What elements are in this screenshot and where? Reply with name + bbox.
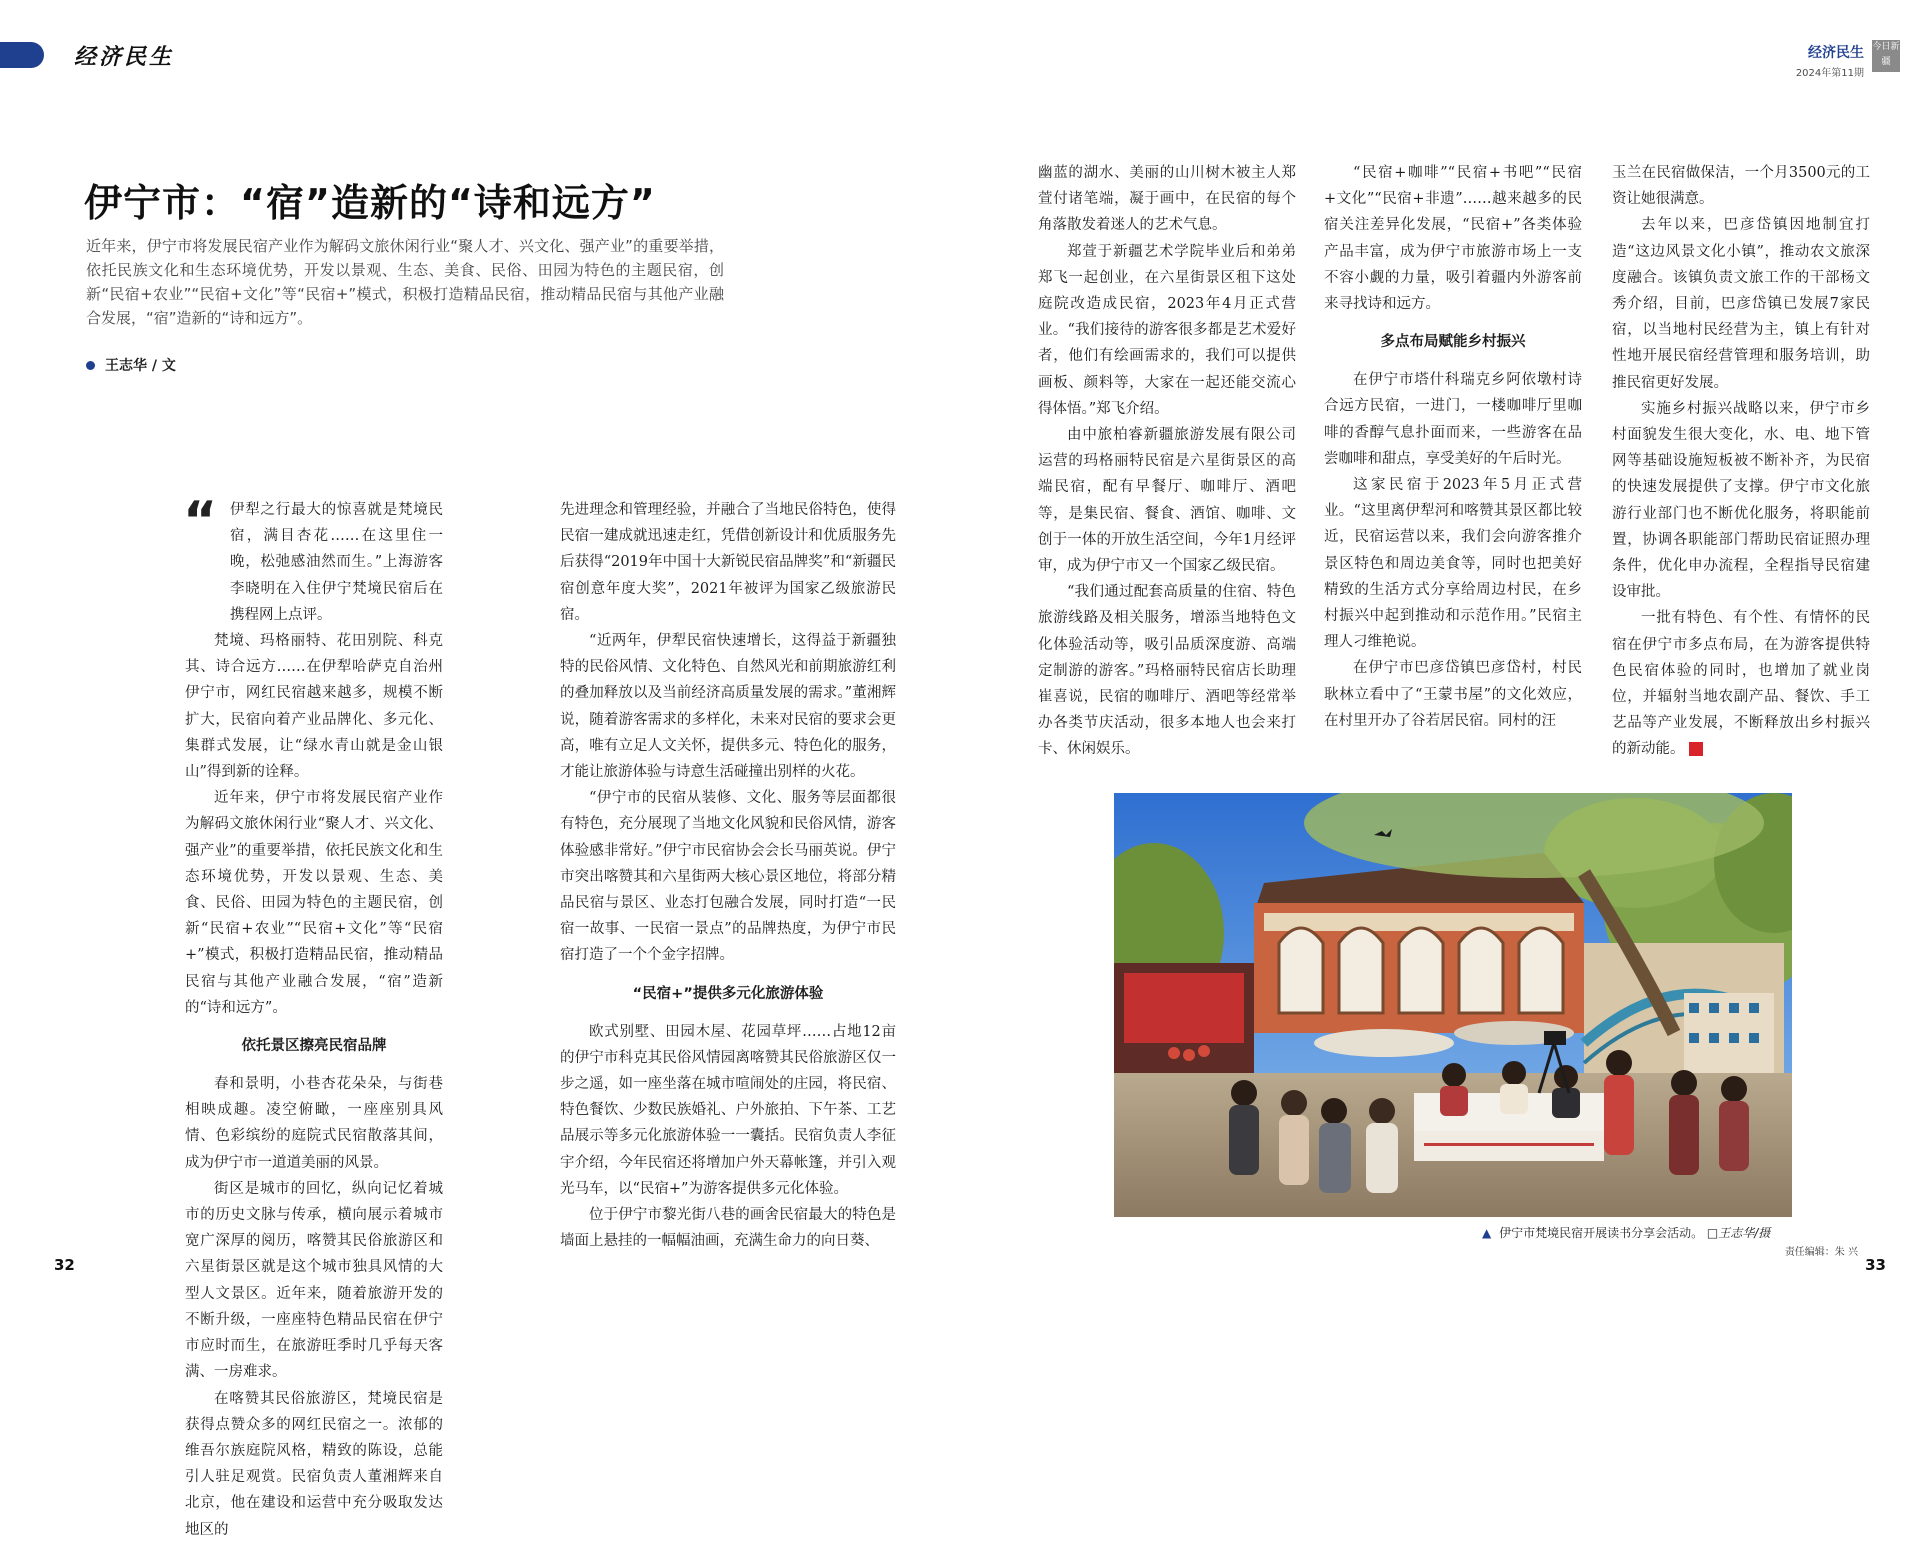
article-photo <box>1114 793 1792 1217</box>
paragraph <box>1612 605 1870 762</box>
magazine-name: 经济民生 <box>1808 45 1864 61</box>
article-lead: 近年来，伊宁市将发展民宿产业作为解码文旅休闲行业“聚人才、兴文化、强产业”的重要举措，依托民族文化和生态环境优势，开发以景观、生态、美食、民俗、田园为特色的主题民宿，创新“民宿+农业”“民宿+文化”等“民宿+”模式，积极打造精品民宿，推动精品民宿与其他产业融合发展，“宿”造新的“诗和远方”。 <box>86 237 724 327</box>
caption-text: 伊宁市梵境民宿开展读书分享会活动。 <box>1499 1226 1704 1240</box>
paragraph: 郑萱于新疆艺术学院毕业后和弟弟郑飞一起创业，在六星街景区租下这处庭院改造成民宿，2023年4月正式营业。“我们接待的游客很多都是艺术爱好者，他们有绘画需求的，我们可以提供画板、颜料等，大家在一起还能交流心得体悟。”郑飞介绍。 <box>1038 243 1296 417</box>
paragraph: 春和景明，小巷杏花朵朵，与街巷相映成趣。凌空俯瞰，一座座别具风情、色彩缤纷的庭院式民宿散落其间，成为伊宁市一道道美丽的风景。 <box>185 1076 443 1171</box>
paragraph: 去年以来，巴彦岱镇因地制宜打造“这边风景文化小镇”，推动农文旅深度融合。该镇负责文旅工作的干部杨文秀介绍，目前，巴彦岱镇已发展7家民宿，以当地村民经营为主，镇上有针对性地开展民宿经营管理和服务培训，助推民宿更好发展。 <box>1612 217 1870 391</box>
paragraph-text: 一批有特色、有个性、有情怀的民宿在伊宁市多点布局，在为游客提供特色民宿体验的同时，也增加了就业岗位，并辐射当地农副产品、餐饮、手工艺品等产业发展，不断释放出乡村振兴的新动能。 <box>1612 610 1870 758</box>
paragraph: 在喀赞其民俗旅游区，梵境民宿是获得点赞众多的网红民宿之一。浓郁的维吾尔族庭院风格，精致的陈设，总能引人驻足观赏。民宿负责人董湘辉来自北京，他在建设和运营中充分吸取发达地区的 <box>185 1390 443 1538</box>
article-headline: 伊宁市：“宿”造新的“诗和远方” <box>84 181 656 225</box>
issue-number: 2024年第11期 <box>1795 68 1864 79</box>
paragraph: “我们通过配套高质量的住宿、特色旅游线路及相关服务，增添当地特色文化体验活动等，吸引品质深度游、高端定制游的游客。”玛格丽特民宿店长助理崔喜说，民宿的咖啡厅、酒吧等经常举办各类节庆活动，很多本地人也会来打卡、休闲娱乐。 <box>1038 584 1296 758</box>
paragraph: 由中旅柏睿新疆旅游发展有限公司运营的玛格丽特民宿是六星街景区的高端民宿，配有早餐厅、咖啡厅、酒吧等，是集民宿、餐食、酒馆、咖啡、文创于一体的开放生活空间，今年1月经评审，成为伊宁市又一个国家乙级民宿。 <box>1038 427 1296 575</box>
paragraph: 玉兰在民宿做保洁，一个月3500元的工资让她很满意。 <box>1612 165 1870 208</box>
pull-quote: 伊犁之行最大的惊喜就是梵境民宿，满目杏花……在这里住一晚，松弛感油然而生。”上海游客李晓明在入住伊宁梵境民宿后在携程网上点评。 <box>230 502 443 623</box>
byline-dot-icon <box>86 361 95 370</box>
paragraph: 在伊宁市塔什科瑞克乡阿依墩村诗合远方民宿，一进门，一楼咖啡厅里咖啡的香醇气息扑面而来，一些游客在品尝咖啡和甜点，享受美好的午后时光。 <box>1324 372 1582 467</box>
caption-triangle-icon: ▲ <box>1482 1226 1492 1240</box>
paragraph: 近年来，伊宁市将发展民宿产业作为解码文旅休闲行业“聚人才、兴文化、强产业”的重要举措，依托民族文化和生态环境优势，开发以景观、生态、美食、民俗、田园为特色的主题民宿，创新“民宿+农业”“民宿+文化”等“民宿+”模式，积极打造精品民宿，推动精品民宿与其他产业融合发展，“宿”造新的“诗和远方”。 <box>185 790 443 1016</box>
paragraph: 先进理念和管理经验，并融合了当地民俗特色，使得民宿一建成就迅速走红，凭借创新设计和优质服务先后获得“2019年中国十大新锐民宿品牌奖”和“新疆民宿创意年度大奖”，2021年被评为国家乙级旅游民宿。 <box>560 502 896 623</box>
paragraph: 幽蓝的湖水、美丽的山川树木被主人郑萱付诸笔端，凝于画中，在民宿的每个角落散发着迷人的艺术气息。 <box>1038 165 1296 234</box>
paragraph: 在伊宁市巴彦岱镇巴彦岱村，村民耿林立看中了“王蒙书屋”的文化效应，在村里开办了谷若居民宿。同村的汪 <box>1324 660 1582 729</box>
paragraph: 这家民宿于2023年5月正式营业。“这里离伊犁河和喀赞其景区都比较近，民宿运营以来，我们会向游客推介景区特色和周边美食等，同时也把美好精致的生活方式分享给周边村民，在乡村振兴中起到推动和示范作用。”民宿主理人刁维艳说。 <box>1324 477 1582 651</box>
subheading: 依托景区擦亮民宿品牌 <box>241 1038 387 1055</box>
paragraph: 位于伊宁市黎光街八巷的画舍民宿最大的特色是墙面上悬挂的一幅幅油画，充满生命力的向日葵、 <box>560 1207 896 1250</box>
end-mark-icon: J <box>1689 742 1703 756</box>
article-column-1 <box>183 491 443 1543</box>
article-column-2 <box>560 497 896 1254</box>
responsible-editor: 责任编辑：朱 兴 <box>1784 1247 1858 1258</box>
photo-credit: □王志华/摄 <box>1706 1226 1771 1240</box>
article-column-3 <box>1038 160 1296 763</box>
paragraph: “伊宁市的民宿从装修、文化、服务等层面都很有特色，充分展现了当地文化风貌和民俗风情，游客体验感非常好。”伊宁市民宿协会会长马丽英说。伊宁市突出喀赞其和六星街两大核心景区地位，将部分精品民宿与景区、业态打包融合发展，同时打造“一民宿一故事、一民宿一景点”的品牌热度，为伊宁市民宿打造了一个个金字招牌。 <box>560 790 896 964</box>
paragraph: 欧式别墅、田园木屋、花园草坪……占地12亩的伊宁市科克其民俗风情园离喀赞其民俗旅游区仅一步之遥，如一座坐落在城市喧闹处的庄园，将民宿、特色餐饮、少数民族婚礼、户外旅拍、下午茶、工艺品展示等多元化旅游体验一一囊括。民宿负责人李征宇介绍，今年民宿还将增加户外天幕帐篷，并引入观光马车，以“民宿+”为游客提供多元化体验。 <box>560 1023 896 1197</box>
page-number-left: 32 <box>54 1256 75 1274</box>
section-title: 经济民生 <box>74 44 175 70</box>
magazine-logo: 今日新疆 <box>1872 40 1900 72</box>
page-number-right: 33 <box>1865 1256 1886 1274</box>
paragraph: “民宿+咖啡”“民宿+书吧”“民宿+文化”“民宿+非遗”……越来越多的民宿关注差异化发展，“民宿+”各类体验产品丰富，成为伊宁市旅游市场上一支不容小觑的力量，吸引着疆内外游客前来寻找诗和远方。 <box>1324 165 1582 313</box>
section-tab-marker <box>0 42 44 68</box>
paragraph: 梵境、玛格丽特、花田别院、科克其、诗合远方……在伊犁哈萨克自治州伊宁市，网红民宿越来越多，规模不断扩大，民宿向着产业品牌化、多元化、集群式发展，让“绿水青山就是金山银山”得到新的诠释。 <box>185 633 443 781</box>
quote-mark-icon: “ <box>183 491 218 551</box>
article-column-4 <box>1324 160 1582 734</box>
paragraph: “近两年，伊犁民宿快速增长，这得益于新疆独特的民俗风情、文化特色、自然风光和前期旅游红利的叠加释放以及当前经济高质量发展的需求。”董湘辉说，随着游客需求的多样化，未来对民宿的要求会更高，唯有立足人文关怀，提供多元、特色化的服务，才能让旅游体验与诗意生活碰撞出别样的火花。 <box>560 633 896 781</box>
article-column-5 <box>1612 160 1870 763</box>
byline <box>86 355 176 375</box>
magazine-brand <box>1796 42 1864 79</box>
paragraph: 街区是城市的回忆，纵向记忆着城市的历史文脉与传承，横向展示着城市宽广深厚的阅历，喀赞其民俗旅游区和六星街景区就是这个城市独具风情的大型人文景区。近年来，随着旅游开发的不断升级，一座座特色精品民宿在伊宁市应时而生，在旅游旺季时几乎每天客满、一房难求。 <box>185 1180 443 1381</box>
byline-author: 王志华 / 文 <box>105 358 176 374</box>
subheading: 多点布局赋能乡村振兴 <box>1380 334 1526 351</box>
subheading: “民宿+”提供多元化旅游体验 <box>632 985 824 1002</box>
photo-caption <box>1482 1224 1770 1241</box>
paragraph: 实施乡村振兴战略以来，伊宁市乡村面貌发生很大变化，水、电、地下管网等基础设施短板被不断补齐，为民宿的快速发展提供了支撑。伊宁市文化旅游行业部门也不断优化服务，将职能前置，协调各职能部门帮助民宿证照办理条件，优化申办流程，全程指导民宿建设审批。 <box>1612 400 1870 601</box>
